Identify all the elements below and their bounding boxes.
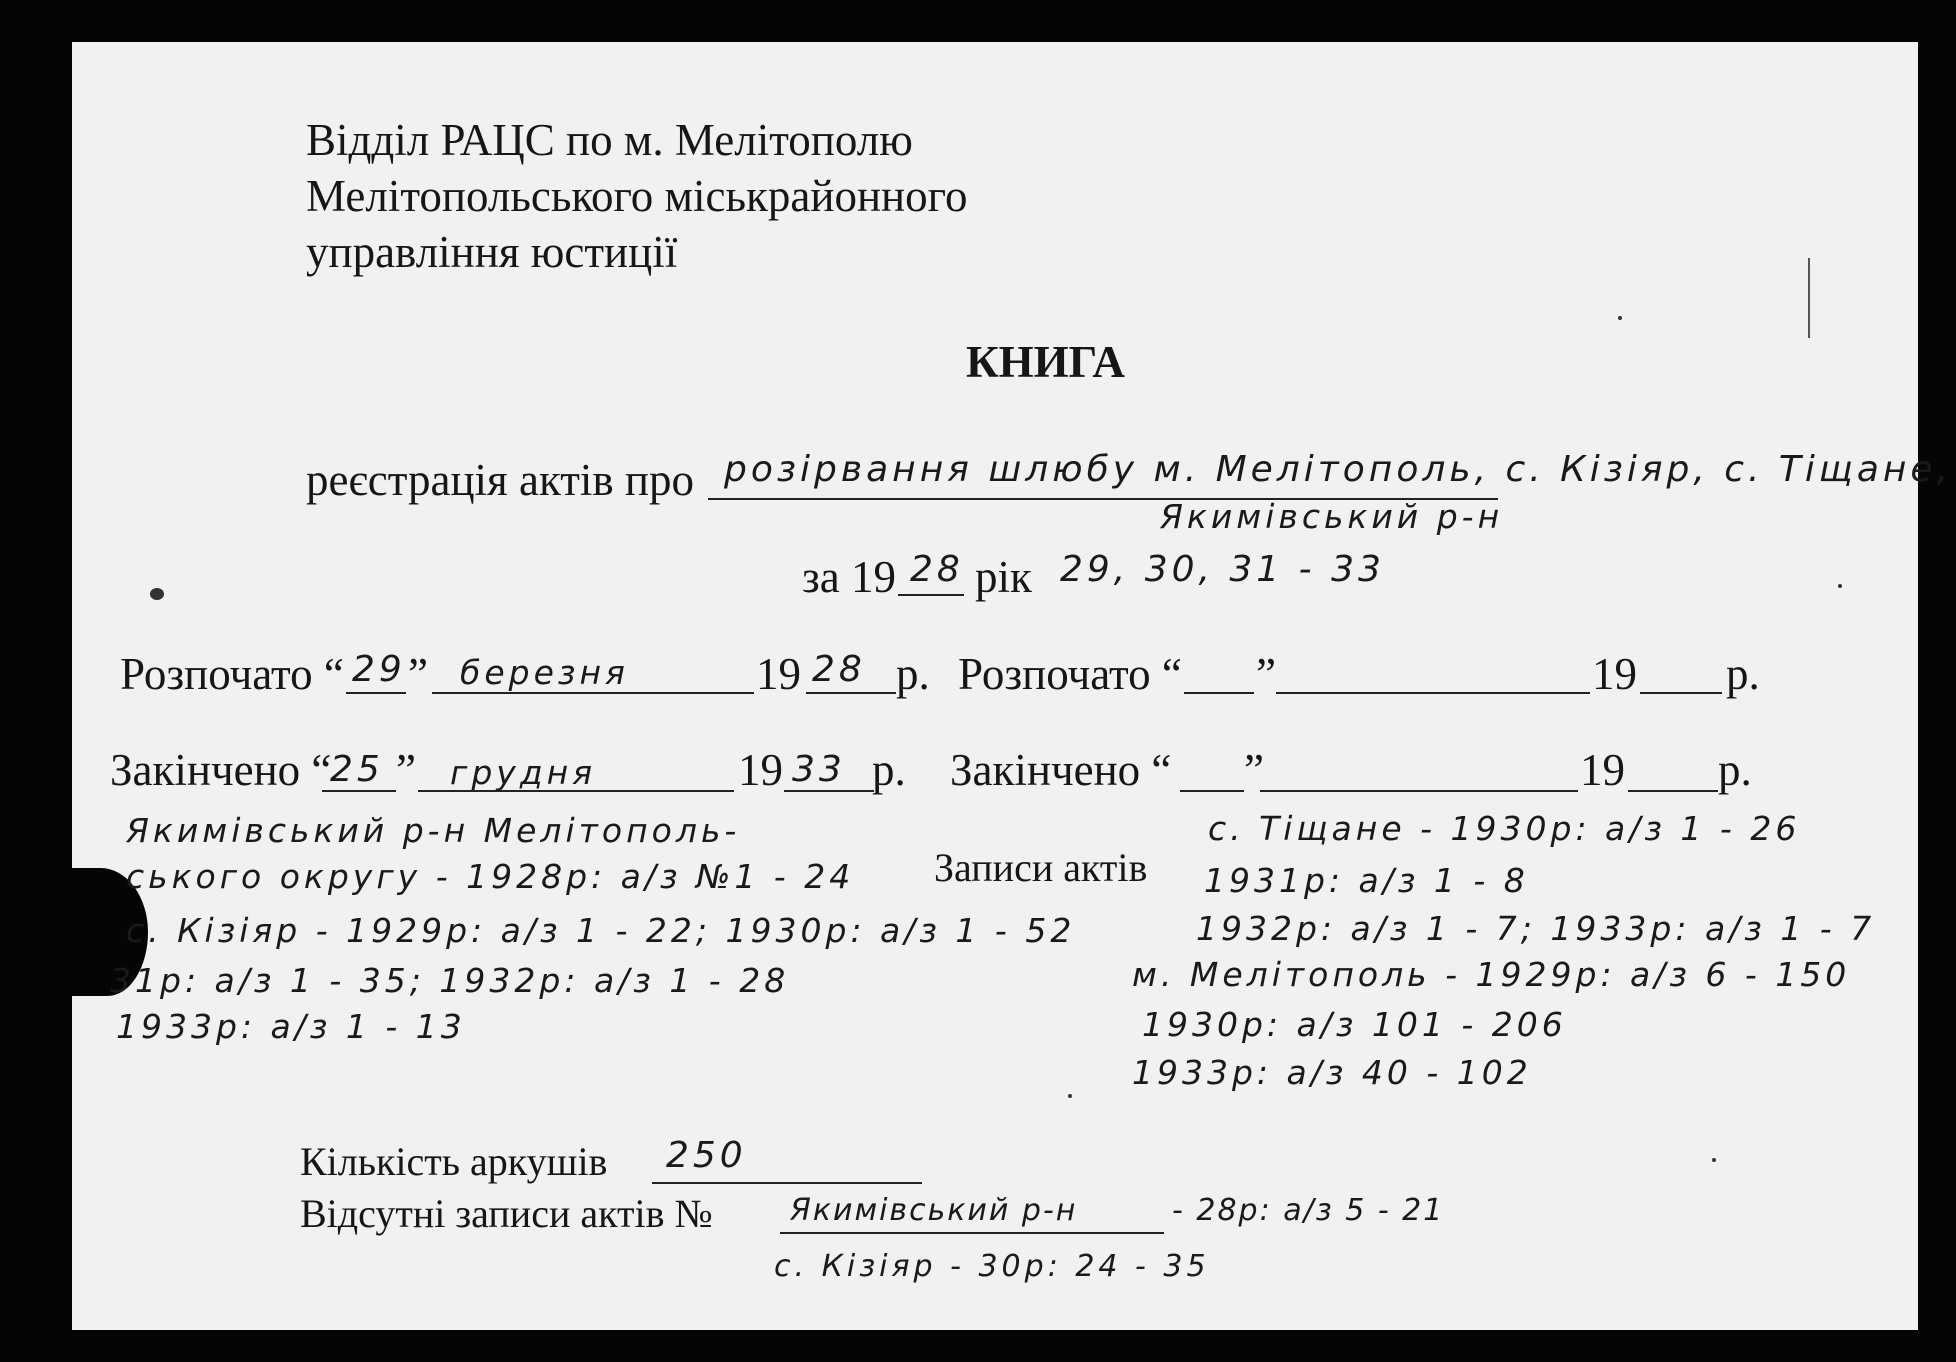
sheets-underline [652,1182,922,1184]
records-right-line: 1930р: а/з 101 - 206 [1142,1005,1567,1044]
started-right-year-underline [1640,692,1722,694]
header-line-2: Мелітопольського міськрайонного [306,171,968,221]
finished-day-underline [322,790,396,792]
year-prefix: за 19 [802,552,896,602]
finished-right-year-prefix: 19 [1580,745,1625,795]
started-year-underline [806,692,896,694]
sheets-value: 250 [666,1135,747,1176]
records-left-line: ського округу - 1928р: а/з №1 - 24 [126,857,855,896]
started-right-label: Розпочато “ [958,649,1182,699]
year-underline [898,594,964,596]
header-line-1: Відділ РАЦС по м. Мелітополю [306,115,913,165]
ink-speck [1068,1094,1072,1098]
missing-label: Відсутні записи актів № [300,1191,713,1236]
finished-suffix: р. [872,745,906,795]
started-right-day-underline [1184,692,1254,694]
finished-right-suffix: р. [1718,745,1752,795]
year-extra-handwritten: 29, 30, 31 - 33 [1060,549,1385,590]
ink-speck [150,588,164,600]
missing-line-1-underlined: Якимівський р-н [790,1193,1078,1228]
finished-day: 25 [330,749,384,790]
records-label: Записи актів [934,845,1148,890]
records-right-line: 1932р: а/з 1 - 7; 1933р: а/з 1 - 7 [1196,909,1876,948]
started-right-quote: ” [1256,649,1276,699]
started-month: березня [460,653,629,692]
finished-month-underline [418,790,734,792]
started-day-underline [346,692,406,694]
finished-year-prefix: 19 [738,745,783,795]
missing-underline [780,1232,1164,1234]
finished-right-day-underline [1180,790,1244,792]
started-right-month-underline [1276,692,1590,694]
started-suffix: р. [896,649,930,699]
missing-line-2: с. Кізіяр - 30р: 24 - 35 [774,1249,1210,1284]
started-quote: ” [408,649,428,699]
started-right-year-prefix: 19 [1592,649,1637,699]
document-title: КНИГА [966,337,1125,387]
records-right-line: м. Мелітополь - 1929р: а/з 6 - 150 [1132,955,1851,994]
pen-mark [1808,258,1810,338]
header-line-3: управління юстиції [306,227,678,277]
records-right-line: 1931р: а/з 1 - 8 [1204,861,1529,900]
records-left-line: Якимівський р-н Мелітополь- [126,811,741,850]
finished-right-year-underline [1628,790,1718,792]
records-right-line: с. Тіщане - 1930р: а/з 1 - 26 [1208,809,1801,848]
finished-month: грудня [450,753,597,792]
year-handwritten: 28 [910,549,964,590]
finished-right-quote: ” [1244,745,1264,795]
started-month-underline [432,692,754,694]
ink-speck [1618,316,1622,320]
started-label: Розпочато “ [120,649,344,699]
finished-quote: ” [396,745,416,795]
registration-handwritten-2: Якимівський р-н [1160,497,1504,536]
ink-speck [1838,584,1842,588]
finished-label: Закінчено “ [110,745,332,795]
records-right-line: 1933р: а/з 40 - 102 [1132,1053,1532,1092]
started-day: 29 [352,649,406,690]
registration-handwritten-1: розірвання шлюбу м. Мелітополь, с. Кізіяр, с. Тіщане, [724,449,1953,490]
finished-year-underline [784,790,874,792]
started-right-suffix: р. [1726,649,1760,699]
records-left-line: с. Кізіяр - 1929р: а/з 1 - 22; 1930р: а/з 1 - 52 [126,911,1076,950]
records-left-line: 31р: а/з 1 - 35; 1932р: а/з 1 - 28 [110,961,790,1000]
started-year-prefix: 19 [756,649,801,699]
registration-label: реєстрація актів про [306,455,694,505]
finished-right-label: Закінчено “ [950,745,1172,795]
year-suffix: рік [975,552,1032,602]
finished-right-month-underline [1260,790,1578,792]
finished-year: 33 [792,749,846,790]
sheets-label: Кількість аркушів [300,1139,608,1184]
started-year: 28 [812,649,866,690]
missing-line-1-rest: - 28р: а/з 5 - 21 [1172,1193,1445,1228]
records-left-line: 1933р: а/з 1 - 13 [116,1007,466,1046]
ink-speck [1712,1158,1716,1162]
